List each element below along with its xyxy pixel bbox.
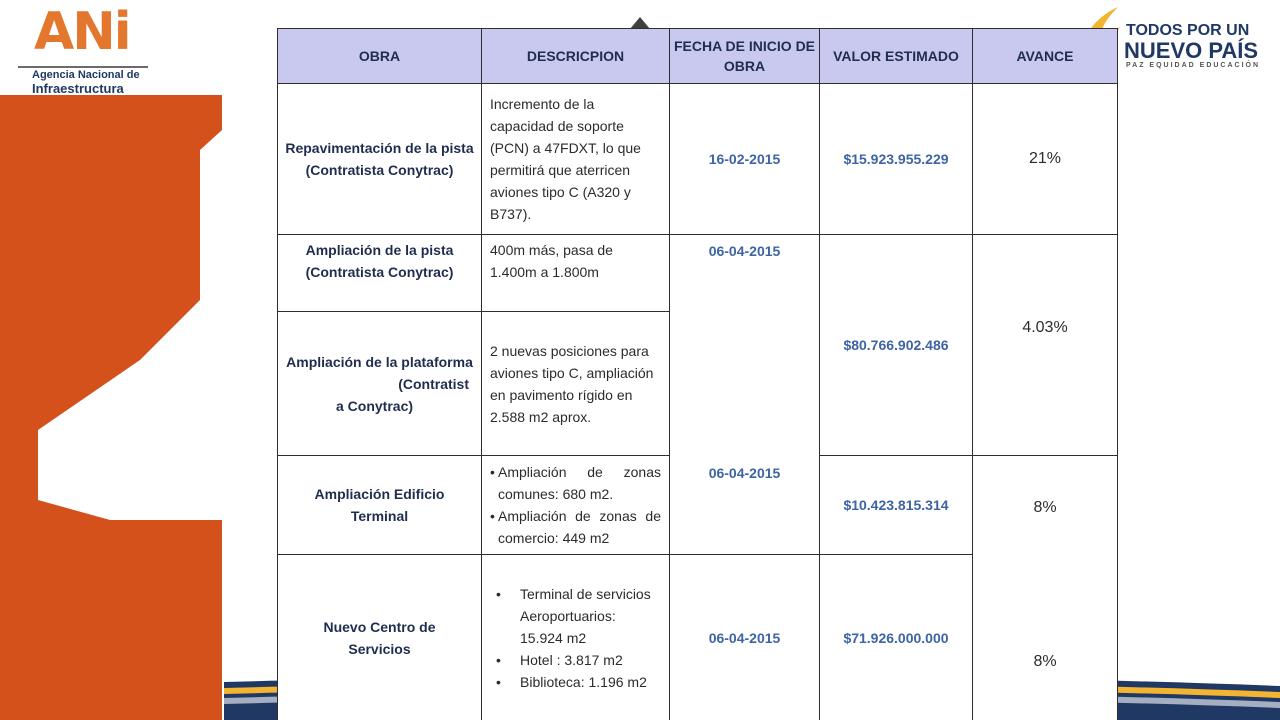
valor-cell: $71.926.000.000 bbox=[820, 555, 973, 720]
list-item: • Ampliación de zonas de comercio: 449 m2 bbox=[490, 505, 661, 549]
obra-cell bbox=[278, 312, 482, 456]
descripcion-list bbox=[490, 461, 661, 549]
obra-contratista: (Contratist bbox=[398, 375, 469, 392]
gobierno-logo-line-3: PAZ EQUIDAD EDUCACIÓN bbox=[1126, 62, 1261, 69]
descripcion-cell: Incremento de la capacidad de soporte (PCN) a 47FDXT, lo que permitirá que aterricen aviones tipo C (A320 y B737). bbox=[482, 84, 670, 235]
fecha-value-top: 06-04-2015 bbox=[708, 243, 781, 259]
fecha-cell bbox=[670, 235, 820, 555]
obra-name: Ampliación de la plataforma bbox=[286, 353, 473, 370]
obra-cell bbox=[278, 84, 482, 235]
ani-logo-word: ANi bbox=[34, 2, 130, 62]
header-valor: VALOR ESTIMADO bbox=[820, 29, 973, 84]
table-row bbox=[278, 235, 1118, 312]
list-item: • Biblioteca: 1.196 m2 bbox=[490, 671, 661, 693]
list-item: • Ampliación de zonas comunes: 680 m2. bbox=[490, 461, 661, 505]
header-obra: OBRA bbox=[278, 29, 482, 84]
valor-cell: $80.766.902.486 bbox=[820, 235, 973, 456]
avance-cell: 4.03% bbox=[973, 235, 1118, 456]
ani-logo-subtitle-2: Infraestructura bbox=[32, 81, 124, 96]
table-row bbox=[278, 84, 1118, 235]
descripcion-list bbox=[490, 583, 661, 693]
obra-contratista: (Contratista Conytrac) bbox=[305, 264, 454, 280]
valor-cell: $15.923.955.229 bbox=[820, 84, 973, 235]
obra-name: Ampliación de la pista bbox=[305, 242, 454, 258]
descripcion-cell bbox=[482, 555, 670, 720]
list-item: • Hotel : 3.817 m2 bbox=[490, 649, 661, 671]
list-item: • Terminal de servicios Aeroportuarios: 15.924 m2 bbox=[490, 583, 661, 649]
avance-value: 8% bbox=[1033, 499, 1057, 516]
obra-contratista-cont: a Conytrac) bbox=[336, 397, 414, 414]
gobierno-logo-line-1: TODOS POR UN bbox=[1126, 22, 1250, 39]
obra-contratista: (Contratista Conytrac) bbox=[305, 162, 454, 178]
obra-cell bbox=[278, 235, 482, 312]
obra-cell: Nuevo Centro de Servicios bbox=[278, 555, 482, 720]
ani-logo bbox=[14, 2, 164, 96]
fecha-value-mid: 06-04-2015 bbox=[708, 465, 781, 481]
obra-name: Repavimentación de la pista bbox=[285, 140, 474, 156]
header-avance: AVANCE bbox=[973, 29, 1118, 84]
gobierno-logo-line-2: NUEVO PAÍS bbox=[1124, 38, 1259, 63]
valor-cell: $10.423.815.314 bbox=[820, 456, 973, 555]
obra-cell: Ampliación Edificio Terminal bbox=[278, 456, 482, 555]
descripcion-cell bbox=[482, 456, 670, 555]
fecha-cell: 06-04-2015 bbox=[670, 555, 820, 720]
table-header-row bbox=[278, 29, 1118, 84]
avance-value: 8% bbox=[1033, 653, 1057, 670]
decorative-orange-shape bbox=[0, 0, 240, 720]
ani-logo-subtitle-1: Agencia Nacional de bbox=[32, 69, 140, 81]
obras-table bbox=[277, 28, 1118, 720]
header-fecha: FECHA DE INICIO DE OBRA bbox=[670, 29, 820, 84]
header-descripcion: DESCRICPION bbox=[482, 29, 670, 84]
avance-cell bbox=[973, 456, 1118, 720]
descripcion-cell: 2 nuevas posiciones para aviones tipo C, ampliación en pavimento rígido en 2.588 m2 aprox. bbox=[482, 312, 670, 456]
descripcion-cell: 400m más, pasa de 1.400m a 1.800m bbox=[482, 235, 670, 312]
avance-cell: 21% bbox=[973, 84, 1118, 235]
fecha-cell: 16-02-2015 bbox=[670, 84, 820, 235]
ani-logo-divider bbox=[18, 66, 148, 68]
